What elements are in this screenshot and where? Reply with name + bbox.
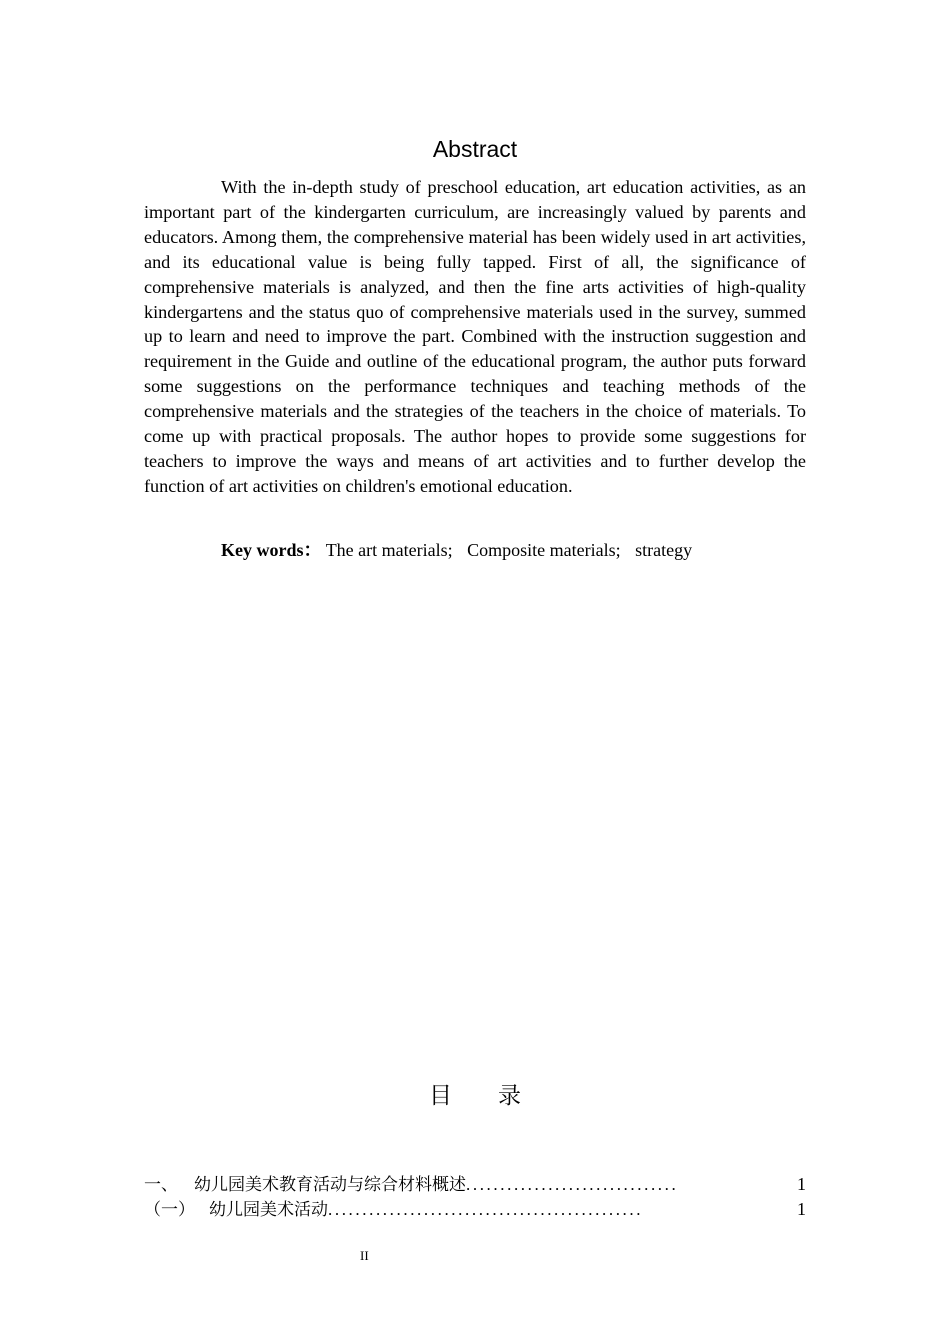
- page-number: II: [360, 1248, 369, 1263]
- toc-entry-label: 幼儿园美术活动: [209, 1200, 328, 1220]
- toc-entry[interactable]: [144, 1197, 806, 1222]
- toc-leader-dots: ..............................................: [328, 1200, 644, 1219]
- toc-leader-dots: ...............................: [466, 1175, 679, 1194]
- keyword-item: The art materials;: [325, 540, 453, 560]
- toc-entry-number: （一）: [144, 1200, 195, 1220]
- keywords-label: Key words：: [221, 540, 322, 560]
- keyword-item: Composite materials;: [467, 540, 621, 560]
- abstract-title: Abstract: [432, 136, 518, 162]
- abstract-body: With the in-depth study of preschool education, art education activities, as an important part of the kindergarten curriculum, are increasingly valued by parents and educators. Among them, the comprehensive material has been widely used in art activities, and its educational value is being fully tapped. First of all, the significance of comprehensive materials is analyzed, and then the fine arts activities of high-quality kindergartens and the status quo of comprehensive materials used in the survey, summed up to learn and need to improve the part. Combined with the instruction suggestion and requirement in the Guide and outline of the educational program, the author puts forward some suggestions on the performance techniques and teaching methods of the comprehensive materials and the strategies of the teachers in the choice of materials. To come up with practical proposals. The author hopes to provide some suggestions for teachers to improve the ways and means of art activities and to further develop the function of art activities on children's emotional education.: [144, 177, 806, 496]
- toc-entry-number: 一、: [144, 1175, 178, 1195]
- toc-entry-page: 1: [797, 1174, 806, 1194]
- toc-title: 目录: [429, 1083, 567, 1109]
- keyword-item: strategy: [635, 540, 693, 560]
- toc-entry-label: 幼儿园美术教育活动与综合材料概述: [194, 1175, 466, 1195]
- toc-entry-page: 1: [797, 1199, 806, 1219]
- keywords-line: [221, 538, 692, 562]
- toc-entry[interactable]: [144, 1172, 806, 1197]
